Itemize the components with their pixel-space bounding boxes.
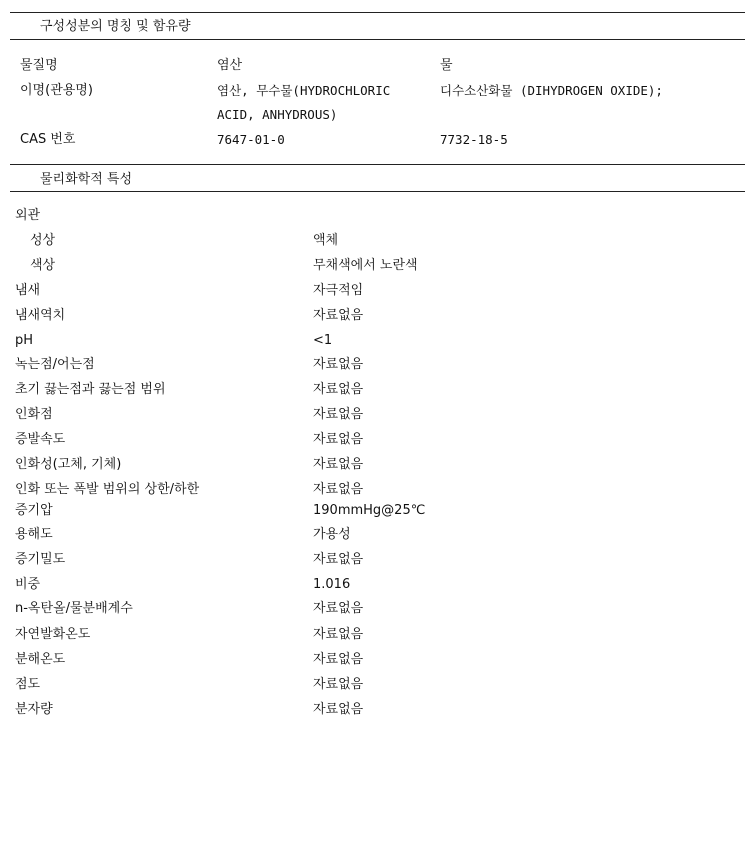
property-value: 자료없음 (313, 627, 364, 642)
property-label: 인화성(고체, 기체) (15, 457, 122, 472)
property-value: 자료없음 (313, 407, 364, 422)
property-value: 자료없음 (313, 432, 364, 447)
alias-col2: 디수소산화물 (DIHYDROGEN OXIDE); (440, 83, 663, 98)
property-value: 190mmHg@25℃ (313, 503, 426, 518)
property-label: 냄새역치 (15, 308, 66, 323)
property-label: 자연발화온도 (15, 627, 91, 642)
property-value: 자료없음 (313, 357, 364, 372)
section-title-physchem: 물리화학적 특성 (40, 172, 133, 187)
property-value: 자료없음 (313, 457, 364, 472)
top-rule (10, 12, 745, 13)
property-value: 자료없음 (313, 482, 364, 497)
property-value: 무채색에서 노란색 (313, 258, 418, 273)
property-label: n-옥탄올/물분배계수 (15, 601, 133, 616)
property-label: 분자량 (15, 702, 53, 717)
substance-name-col2: 물 (440, 58, 453, 73)
section2-top-rule (10, 164, 745, 165)
substance-name-col1: 염산 (217, 58, 243, 73)
property-value: 1.016 (313, 577, 351, 592)
property-value: 액체 (313, 233, 339, 248)
property-label: 냄새 (15, 283, 41, 298)
section-title-composition: 구성성분의 명칭 및 함유량 (40, 19, 191, 34)
substance-name-label: 물질명 (20, 58, 58, 73)
property-value: 자료없음 (313, 652, 364, 667)
alias-label: 이명(관용명) (20, 83, 93, 98)
cas-col1: 7647-01-0 (217, 132, 285, 147)
property-value: 자료없음 (313, 702, 364, 717)
cas-col2: 7732-18-5 (440, 132, 508, 147)
property-value: 자료없음 (313, 601, 364, 616)
property-label: 분해온도 (15, 652, 66, 667)
section2-title-rule (10, 191, 745, 192)
property-label: 색상 (30, 258, 56, 273)
alias-col1-line1: 염산, 무수물(HYDROCHLORIC (217, 83, 391, 98)
alias-col1-line2: ACID, ANHYDROUS) (217, 107, 338, 122)
property-label: 외관 (15, 208, 41, 223)
property-label: 증기밀도 (15, 552, 66, 567)
property-label: 증기압 (15, 503, 53, 518)
property-label: pH (15, 333, 34, 348)
property-value: 자료없음 (313, 308, 364, 323)
property-label: 점도 (15, 677, 41, 692)
property-value: <1 (313, 333, 333, 348)
property-label: 성상 (30, 233, 56, 248)
property-value: 가용성 (313, 527, 351, 542)
property-value: 자료없음 (313, 677, 364, 692)
property-label: 인화점 (15, 407, 53, 422)
property-label: 용해도 (15, 527, 53, 542)
property-label: 증발속도 (15, 432, 66, 447)
property-value: 자료없음 (313, 382, 364, 397)
property-label: 녹는점/어는점 (15, 357, 95, 372)
property-label: 초기 끓는점과 끓는점 범위 (15, 382, 166, 397)
section-title-rule (10, 39, 745, 40)
property-value: 자료없음 (313, 552, 364, 567)
cas-label: CAS 번호 (20, 132, 76, 147)
property-label: 인화 또는 폭발 범위의 상한/하한 (15, 482, 200, 497)
property-value: 자극적임 (313, 283, 364, 298)
property-label: 비중 (15, 577, 41, 592)
